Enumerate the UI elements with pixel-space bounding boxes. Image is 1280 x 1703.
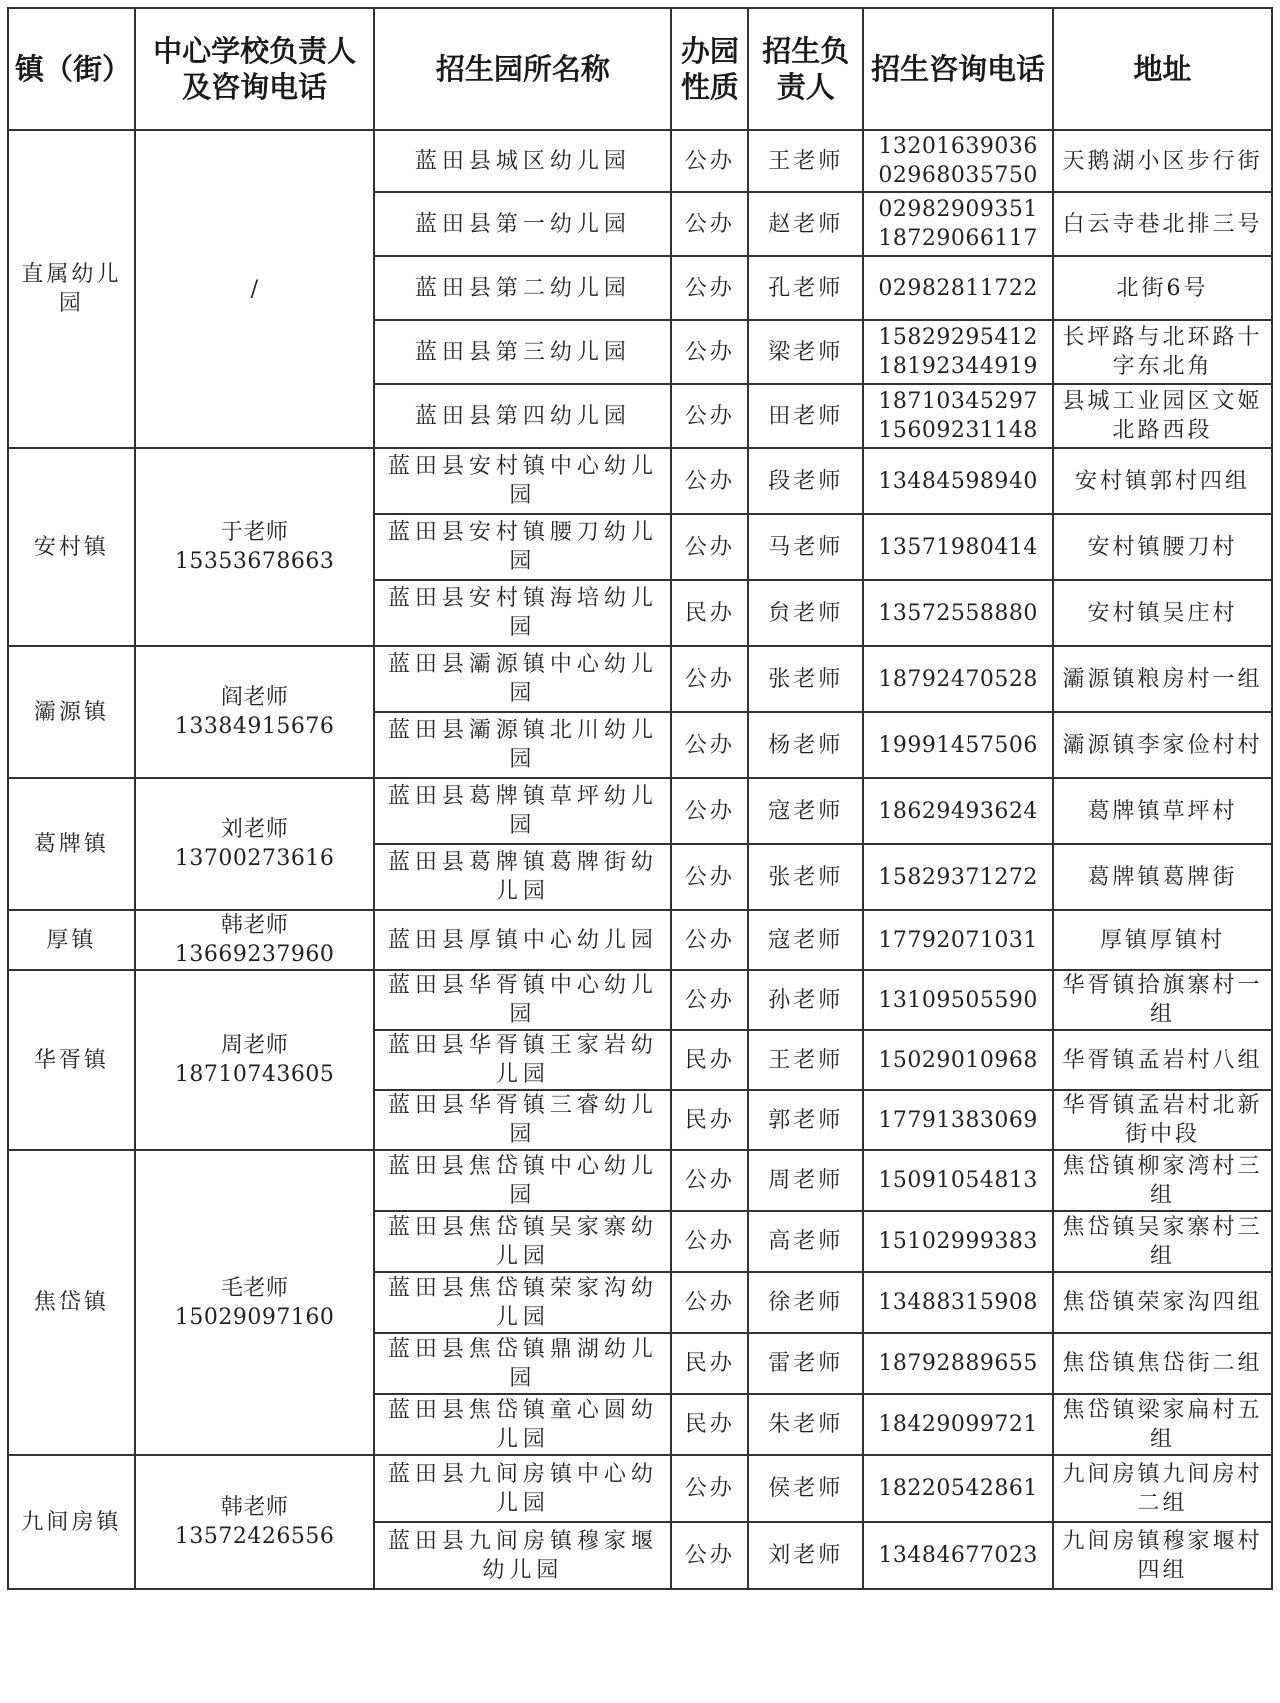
school-type-cell: 公办 — [671, 1455, 748, 1522]
address-cell: 安村镇郭村四组 — [1053, 448, 1272, 514]
school-type-cell: 民办 — [671, 1030, 748, 1090]
address-cell: 焦岱镇柳家湾村三组 — [1053, 1150, 1272, 1211]
person-cell: 周老师 — [748, 1150, 863, 1211]
phone-number: 18629493624 — [878, 798, 1038, 824]
kindergarten-name-cell: 蓝田县华胥镇中心幼儿园 — [374, 970, 671, 1030]
school-type-cell: 民办 — [671, 1394, 748, 1455]
table-row — [8, 910, 1272, 970]
person-cell: 赵老师 — [748, 192, 863, 256]
kindergarten-name-cell: 蓝田县葛牌镇葛牌街幼儿园 — [374, 844, 671, 910]
phone-number: 15091054813 — [878, 1168, 1038, 1193]
kindergarten-name-cell: 蓝田县安村镇中心幼儿园 — [374, 448, 671, 514]
person-cell: 王老师 — [748, 1030, 863, 1090]
school-type-cell: 公办 — [671, 778, 748, 844]
phone-number: 19991457506 — [878, 732, 1038, 758]
phone-cell — [863, 192, 1053, 256]
center-contact-cell: 于老师15353678663 — [135, 448, 375, 646]
phone-cell — [863, 1333, 1053, 1394]
phone-number: 18710345297 — [878, 389, 1038, 414]
town-cell: 华胥镇 — [8, 970, 135, 1150]
kindergarten-name-cell: 蓝田县华胥镇三睿幼儿园 — [374, 1090, 671, 1150]
person-cell: 张老师 — [748, 844, 863, 910]
address-cell: 华胥镇拾旗寨村一组 — [1053, 970, 1272, 1030]
phone-number: 18192344919 — [878, 354, 1038, 379]
address-cell: 焦岱镇吴家寨村三组 — [1053, 1211, 1272, 1272]
phone-cell — [863, 256, 1053, 320]
kindergarten-name-cell: 蓝田县灞源镇北川幼儿园 — [374, 712, 671, 778]
table-row — [8, 646, 1272, 712]
phone-cell — [863, 514, 1053, 580]
header-phone: 招生咨询电话 — [863, 8, 1053, 130]
address-cell: 华胥镇孟岩村北新街中段 — [1053, 1090, 1272, 1150]
town-cell: 灞源镇 — [8, 646, 135, 778]
school-type-cell: 公办 — [671, 970, 748, 1030]
kindergarten-name-cell: 蓝田县焦岱镇鼎湖幼儿园 — [374, 1333, 671, 1394]
phone-cell — [863, 130, 1053, 192]
center-contact-cell: / — [135, 130, 375, 448]
school-type-cell: 公办 — [671, 1211, 748, 1272]
kindergarten-name-cell: 蓝田县焦岱镇童心圆幼儿园 — [374, 1394, 671, 1455]
header-kindergarten-name: 招生园所名称 — [374, 8, 671, 130]
address-cell: 九间房镇穆家堰村四组 — [1053, 1522, 1272, 1589]
kindergarten-name-cell: 蓝田县安村镇海培幼儿园 — [374, 580, 671, 646]
school-type-cell: 民办 — [671, 1333, 748, 1394]
phone-number: 13201639036 — [878, 134, 1038, 159]
school-type-cell: 公办 — [671, 256, 748, 320]
kindergarten-name-cell: 蓝田县焦岱镇吴家寨幼儿园 — [374, 1211, 671, 1272]
school-type-cell: 公办 — [671, 1272, 748, 1333]
kindergarten-name-cell: 蓝田县焦岱镇中心幼儿园 — [374, 1150, 671, 1211]
address-cell: 天鹅湖小区步行街 — [1053, 130, 1272, 192]
header-school-type: 办园性质 — [671, 8, 748, 130]
enrollment-table-sheet — [7, 7, 1273, 1590]
person-cell: 王老师 — [748, 130, 863, 192]
address-cell: 安村镇腰刀村 — [1053, 514, 1272, 580]
phone-number: 15029010968 — [878, 1047, 1038, 1073]
address-cell: 安村镇吴庄村 — [1053, 580, 1272, 646]
school-type-cell: 公办 — [671, 712, 748, 778]
person-cell: 张老师 — [748, 646, 863, 712]
address-cell: 北街6号 — [1053, 256, 1272, 320]
address-cell: 葛牌镇葛牌街 — [1053, 844, 1272, 910]
phone-number: 15102999383 — [878, 1229, 1038, 1254]
center-contact-cell: 阎老师13384915676 — [135, 646, 375, 778]
person-cell: 马老师 — [748, 514, 863, 580]
phone-cell — [863, 1455, 1053, 1522]
center-contact-cell: 韩老师13572426556 — [135, 1455, 375, 1589]
address-cell: 灞源镇李家俭村村 — [1053, 712, 1272, 778]
school-type-cell: 民办 — [671, 580, 748, 646]
center-contact-cell: 刘老师13700273616 — [135, 778, 375, 910]
phone-number: 17792071031 — [878, 927, 1038, 953]
person-cell: 段老师 — [748, 448, 863, 514]
address-cell: 华胥镇孟岩村八组 — [1053, 1030, 1272, 1090]
person-cell: 高老师 — [748, 1211, 863, 1272]
town-cell: 九间房镇 — [8, 1455, 135, 1589]
kindergarten-name-cell: 蓝田县九间房镇中心幼儿园 — [374, 1455, 671, 1522]
kindergarten-name-cell: 蓝田县第三幼儿园 — [374, 320, 671, 384]
person-cell: 侯老师 — [748, 1455, 863, 1522]
phone-number: 13484598940 — [878, 468, 1038, 494]
school-type-cell: 公办 — [671, 844, 748, 910]
school-type-cell: 公办 — [671, 514, 748, 580]
town-cell: 直属幼儿园 — [8, 130, 135, 448]
phone-cell — [863, 1394, 1053, 1455]
table-row — [8, 130, 1272, 192]
person-cell: 杨老师 — [748, 712, 863, 778]
address-cell: 厚镇厚镇村 — [1053, 910, 1272, 970]
table-row — [8, 448, 1272, 514]
phone-number: 18792889655 — [878, 1351, 1038, 1376]
person-cell: 寇老师 — [748, 910, 863, 970]
phone-cell — [863, 844, 1053, 910]
phone-cell — [863, 1150, 1053, 1211]
phone-number: 18729066117 — [878, 226, 1038, 251]
person-cell: 田老师 — [748, 384, 863, 448]
table-body — [8, 130, 1272, 1589]
phone-number: 15609231148 — [878, 418, 1038, 443]
kindergarten-name-cell: 蓝田县厚镇中心幼儿园 — [374, 910, 671, 970]
address-cell: 九间房镇九间房村二组 — [1053, 1455, 1272, 1522]
phone-number: 02968035750 — [878, 163, 1038, 188]
header-town: 镇（街） — [8, 8, 135, 130]
kindergarten-name-cell: 蓝田县九间房镇穆家堰幼儿园 — [374, 1522, 671, 1589]
school-type-cell: 公办 — [671, 1522, 748, 1589]
phone-cell — [863, 1522, 1053, 1589]
phone-cell — [863, 1272, 1053, 1333]
school-type-cell: 公办 — [671, 320, 748, 384]
person-cell: 朱老师 — [748, 1394, 863, 1455]
kindergarten-name-cell: 蓝田县葛牌镇草坪幼儿园 — [374, 778, 671, 844]
table-row — [8, 778, 1272, 844]
person-cell: 刘老师 — [748, 1522, 863, 1589]
person-cell: 郭老师 — [748, 1090, 863, 1150]
phone-number: 13572558880 — [878, 600, 1038, 626]
kindergarten-name-cell: 蓝田县第四幼儿园 — [374, 384, 671, 448]
address-cell: 葛牌镇草坪村 — [1053, 778, 1272, 844]
phone-cell — [863, 970, 1053, 1030]
table-row — [8, 1150, 1272, 1211]
address-cell: 灞源镇粮房村一组 — [1053, 646, 1272, 712]
address-cell: 县城工业园区文姬北路西段 — [1053, 384, 1272, 448]
school-type-cell: 公办 — [671, 448, 748, 514]
address-cell: 长坪路与北环路十字东北角 — [1053, 320, 1272, 384]
address-cell: 焦岱镇荣家沟四组 — [1053, 1272, 1272, 1333]
kindergarten-name-cell: 蓝田县华胥镇王家岩幼儿园 — [374, 1030, 671, 1090]
town-cell: 厚镇 — [8, 910, 135, 970]
kindergarten-enrollment-table — [7, 7, 1273, 1590]
phone-cell — [863, 712, 1053, 778]
kindergarten-name-cell: 蓝田县第二幼儿园 — [374, 256, 671, 320]
phone-cell — [863, 1090, 1053, 1150]
header-person: 招生负责人 — [748, 8, 863, 130]
kindergarten-name-cell: 蓝田县城区幼儿园 — [374, 130, 671, 192]
school-type-cell: 公办 — [671, 1150, 748, 1211]
person-cell: 雷老师 — [748, 1333, 863, 1394]
header-row — [8, 8, 1272, 130]
phone-number: 13488315908 — [878, 1290, 1038, 1315]
phone-number: 13484677023 — [878, 1543, 1038, 1568]
person-cell: 徐老师 — [748, 1272, 863, 1333]
town-cell: 焦岱镇 — [8, 1150, 135, 1455]
person-cell: 孔老师 — [748, 256, 863, 320]
table-row — [8, 970, 1272, 1030]
header-center-contact: 中心学校负责人及咨询电话 — [135, 8, 375, 130]
phone-number: 15829295412 — [878, 325, 1038, 350]
phone-number: 02982811722 — [878, 275, 1038, 301]
address-cell: 焦岱镇焦岱街二组 — [1053, 1333, 1272, 1394]
phone-cell — [863, 910, 1053, 970]
phone-cell — [863, 1030, 1053, 1090]
address-cell: 焦岱镇梁家扁村五组 — [1053, 1394, 1272, 1455]
town-cell: 葛牌镇 — [8, 778, 135, 910]
kindergarten-name-cell: 蓝田县焦岱镇荣家沟幼儿园 — [374, 1272, 671, 1333]
school-type-cell: 公办 — [671, 130, 748, 192]
phone-cell — [863, 1211, 1053, 1272]
phone-number: 13571980414 — [878, 534, 1038, 560]
phone-cell — [863, 778, 1053, 844]
kindergarten-name-cell: 蓝田县第一幼儿园 — [374, 192, 671, 256]
phone-number: 02982909351 — [878, 197, 1038, 222]
phone-cell — [863, 448, 1053, 514]
phone-number: 18429099721 — [878, 1412, 1038, 1437]
center-contact-cell: 韩老师13669237960 — [135, 910, 375, 970]
school-type-cell: 公办 — [671, 646, 748, 712]
phone-number: 18792470528 — [878, 666, 1038, 692]
phone-cell — [863, 384, 1053, 448]
phone-cell — [863, 320, 1053, 384]
table-row — [8, 1455, 1272, 1522]
person-cell: 贠老师 — [748, 580, 863, 646]
school-type-cell: 公办 — [671, 192, 748, 256]
center-contact-cell: 周老师18710743605 — [135, 970, 375, 1150]
header-address: 地址 — [1053, 8, 1272, 130]
person-cell: 孙老师 — [748, 970, 863, 1030]
phone-number: 13109505590 — [878, 987, 1038, 1013]
phone-cell — [863, 580, 1053, 646]
kindergarten-name-cell: 蓝田县安村镇腰刀幼儿园 — [374, 514, 671, 580]
town-cell: 安村镇 — [8, 448, 135, 646]
center-contact-cell: 毛老师15029097160 — [135, 1150, 375, 1455]
person-cell: 梁老师 — [748, 320, 863, 384]
person-cell: 寇老师 — [748, 778, 863, 844]
phone-cell — [863, 646, 1053, 712]
address-cell: 白云寺巷北排三号 — [1053, 192, 1272, 256]
phone-number: 17791383069 — [878, 1107, 1038, 1133]
kindergarten-name-cell: 蓝田县灞源镇中心幼儿园 — [374, 646, 671, 712]
phone-number: 18220542861 — [878, 1476, 1038, 1501]
school-type-cell: 民办 — [671, 1090, 748, 1150]
school-type-cell: 公办 — [671, 910, 748, 970]
phone-number: 15829371272 — [878, 864, 1038, 890]
school-type-cell: 公办 — [671, 384, 748, 448]
